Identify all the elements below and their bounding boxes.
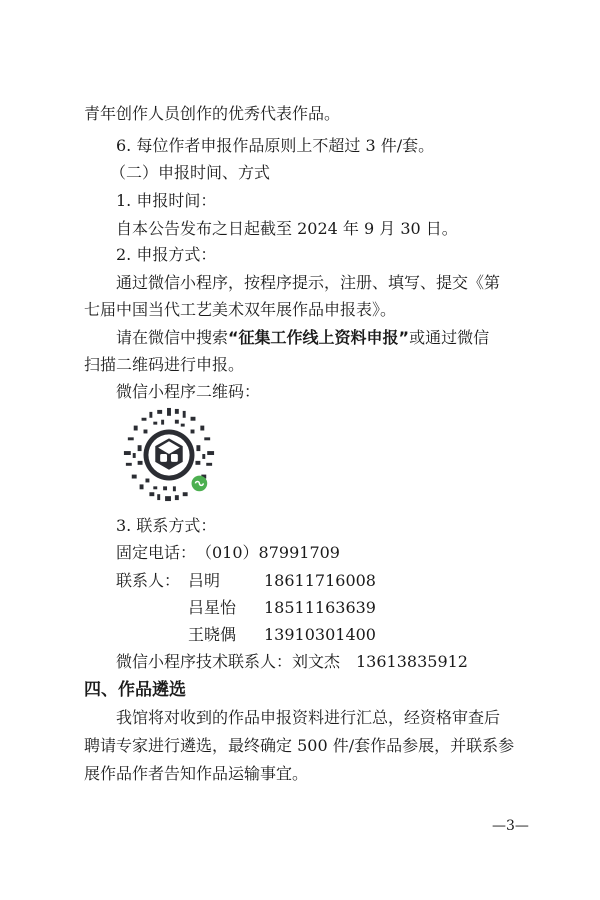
contact-name: 王晓偶 [188, 625, 237, 644]
search-keyword: “征集工作线上资料申报” [228, 328, 410, 347]
contact-phone: 18511163639 [264, 598, 376, 617]
subsection-3-heading: 3. 联系方式： [116, 516, 217, 535]
tech-contact: 微信小程序技术联系人：刘文杰 13613835912 [116, 652, 468, 671]
qr-label: 微信小程序二维码： [116, 382, 261, 401]
section-4-line-2: 聘请专家进行遴选，最终确定 500 件/套作品参展，并联系参 [84, 736, 515, 755]
contact-name: 吕明 [188, 571, 221, 590]
page-number: —3— [492, 818, 529, 834]
section-4-line-1: 我馆将对收到的作品申报资料进行汇总，经资格审查后 [116, 708, 501, 727]
wechat-miniprogram-qr-code [120, 406, 218, 504]
section-4-line-3: 展作品作者告知作品运输事宜。 [84, 764, 309, 783]
subsection-1-heading: 1. 申报时间： [116, 191, 217, 210]
section-2-heading: （二）申报时间、方式 [110, 163, 271, 182]
contact-phone: 13910301400 [264, 625, 376, 644]
search-line-2: 扫描二维码进行申报。 [84, 355, 245, 374]
contacts-label: 联系人： [116, 571, 181, 590]
phone-label: 固定电话： [116, 543, 197, 562]
method-line-2: 七届中国当代工艺美术双年展作品申报表》。 [84, 300, 397, 319]
search-prefix: 请在微信中搜索 [116, 328, 229, 347]
subsection-2-heading: 2. 申报方式： [116, 245, 217, 264]
paragraph-continuation: 青年创作人员创作的优秀代表作品。 [84, 104, 341, 123]
deadline-text: 自本公告发布之日起截至 2024 年 9 月 30 日。 [116, 219, 458, 238]
section-4-heading: 四、作品遴选 [84, 680, 186, 700]
phone-value: （010）87991709 [196, 543, 340, 562]
search-instruction [116, 328, 489, 348]
search-suffix: 或通过微信 [409, 328, 490, 347]
contact-name: 吕星怡 [188, 598, 237, 617]
item-6: 6. 每位作者申报作品原则上不超过 3 件/套。 [116, 136, 435, 155]
method-line-1: 通过微信小程序，按程序提示，注册、填写、提交《第 [116, 273, 501, 292]
contact-phone: 18611716008 [264, 571, 376, 590]
